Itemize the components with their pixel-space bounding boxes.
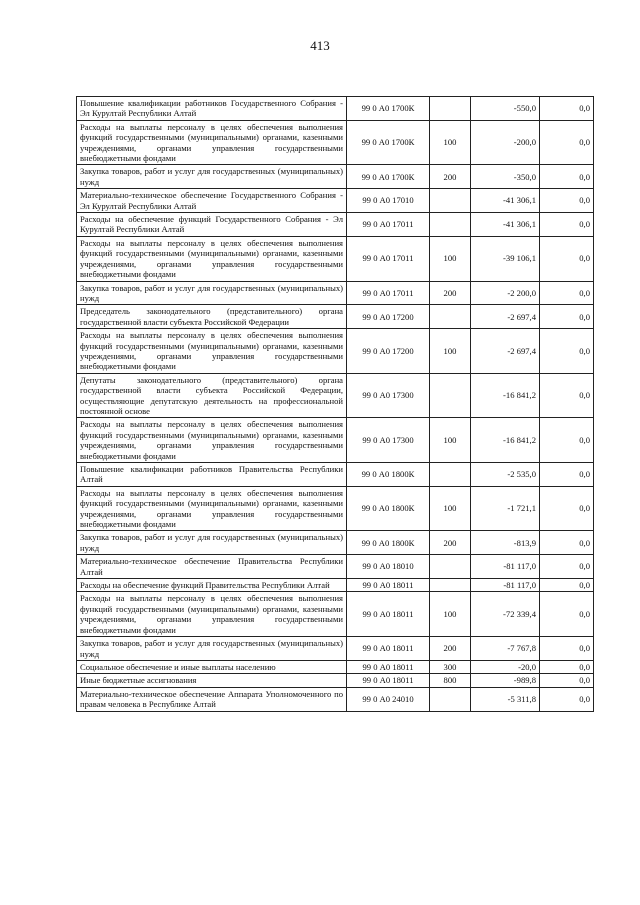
- row-name-cell: Расходы на обеспечение функций Государственного Собрания - Эл Курултай Республики Алтай: [77, 213, 347, 237]
- row-code-cell: 99 0 А0 18011: [347, 637, 430, 661]
- row-code-cell: 99 0 А0 17011: [347, 281, 430, 305]
- row-code-cell: 99 0 А0 18011: [347, 660, 430, 673]
- row-amount-next-cell: 0,0: [540, 189, 594, 213]
- row-name-cell: Материально-техническое обеспечение Государственного Собрания - Эл Курултай Республики Алтай: [77, 189, 347, 213]
- row-amount-next-cell: 0,0: [540, 660, 594, 673]
- table-row: [77, 165, 594, 189]
- row-amount-next-cell: 0,0: [540, 213, 594, 237]
- row-amount-cell: -550,0: [471, 97, 540, 121]
- row-name-cell: Расходы на выплаты персоналу в целях обеспечения выполнения функций государственными (муниципальными) органами, казенными учреждениями, органами управления государственными внебюджетными фондами: [77, 418, 347, 463]
- row-amount-cell: -813,9: [471, 531, 540, 555]
- table-row: [77, 329, 594, 374]
- table-row: [77, 236, 594, 281]
- row-expense-type-cell: [430, 687, 471, 711]
- row-name-cell: Иные бюджетные ассигнования: [77, 674, 347, 687]
- row-code-cell: 99 0 А0 18011: [347, 592, 430, 637]
- table-row: [77, 674, 594, 687]
- table-row: [77, 97, 594, 121]
- row-amount-next-cell: 0,0: [540, 97, 594, 121]
- row-name-cell: Материально-техническое обеспечение Правительства Республики Алтай: [77, 555, 347, 579]
- budget-table: [76, 96, 594, 712]
- row-name-cell: Депутаты законодательного (представительного) органа государственной власти субъекта Российской Федерации, осуществляющие депутатскую деятельность на профессиональной постоянной основе: [77, 373, 347, 418]
- row-name-cell: Материально-техническое обеспечение Аппарата Уполномоченного по правам человека в Республике Алтай: [77, 687, 347, 711]
- row-expense-type-cell: 100: [430, 418, 471, 463]
- row-name-cell: Расходы на обеспечение функций Правительства Республики Алтай: [77, 579, 347, 592]
- row-amount-cell: -41 306,1: [471, 189, 540, 213]
- row-name-cell: Социальное обеспечение и иные выплаты населению: [77, 660, 347, 673]
- row-amount-cell: -5 311,8: [471, 687, 540, 711]
- row-code-cell: 99 0 А0 1800К: [347, 486, 430, 531]
- row-expense-type-cell: [430, 579, 471, 592]
- row-name-cell: Закупка товаров, работ и услуг для государственных (муниципальных) нужд: [77, 165, 347, 189]
- row-amount-next-cell: 0,0: [540, 637, 594, 661]
- row-amount-next-cell: 0,0: [540, 305, 594, 329]
- table-row: [77, 281, 594, 305]
- row-amount-cell: -2 535,0: [471, 463, 540, 487]
- row-name-cell: Закупка товаров, работ и услуг для государственных (муниципальных) нужд: [77, 531, 347, 555]
- row-amount-cell: -81 117,0: [471, 579, 540, 592]
- table-row: [77, 555, 594, 579]
- row-amount-cell: -350,0: [471, 165, 540, 189]
- row-amount-next-cell: 0,0: [540, 579, 594, 592]
- table-row: [77, 486, 594, 531]
- row-amount-next-cell: 0,0: [540, 674, 594, 687]
- row-name-cell: Расходы на выплаты персоналу в целях обеспечения выполнения функций государственными (муниципальными) органами, казенными учреждениями, органами управления государственными внебюджетными фондами: [77, 236, 347, 281]
- row-amount-cell: -2 697,4: [471, 305, 540, 329]
- row-amount-cell: -16 841,2: [471, 418, 540, 463]
- row-expense-type-cell: 200: [430, 281, 471, 305]
- row-name-cell: Закупка товаров, работ и услуг для государственных (муниципальных) нужд: [77, 281, 347, 305]
- row-amount-next-cell: 0,0: [540, 373, 594, 418]
- row-amount-cell: -72 339,4: [471, 592, 540, 637]
- row-code-cell: 99 0 А0 18011: [347, 579, 430, 592]
- row-expense-type-cell: [430, 555, 471, 579]
- page-number: 413: [310, 38, 330, 53]
- row-expense-type-cell: [430, 97, 471, 121]
- row-expense-type-cell: 200: [430, 637, 471, 661]
- row-amount-next-cell: 0,0: [540, 531, 594, 555]
- row-amount-next-cell: 0,0: [540, 120, 594, 165]
- row-amount-cell: -7 767,8: [471, 637, 540, 661]
- row-amount-cell: -39 106,1: [471, 236, 540, 281]
- table-row: [77, 305, 594, 329]
- row-name-cell: Расходы на выплаты персоналу в целях обеспечения выполнения функций государственными (муниципальными) органами, казенными учреждениями, органами управления государственными внебюджетными фондами: [77, 486, 347, 531]
- row-expense-type-cell: [430, 213, 471, 237]
- table-row: [77, 120, 594, 165]
- row-amount-cell: -81 117,0: [471, 555, 540, 579]
- row-code-cell: 99 0 А0 1700К: [347, 97, 430, 121]
- table-row: [77, 660, 594, 673]
- table-row: [77, 463, 594, 487]
- row-code-cell: 99 0 А0 24010: [347, 687, 430, 711]
- row-expense-type-cell: [430, 305, 471, 329]
- row-amount-next-cell: 0,0: [540, 555, 594, 579]
- row-expense-type-cell: 100: [430, 329, 471, 374]
- row-amount-next-cell: 0,0: [540, 329, 594, 374]
- row-code-cell: 99 0 А0 17300: [347, 373, 430, 418]
- table-row: [77, 579, 594, 592]
- table-row: [77, 637, 594, 661]
- row-code-cell: 99 0 А0 17010: [347, 189, 430, 213]
- table-row: [77, 418, 594, 463]
- row-code-cell: 99 0 А0 17200: [347, 329, 430, 374]
- row-code-cell: 99 0 А0 18010: [347, 555, 430, 579]
- table-row: [77, 189, 594, 213]
- table-row: [77, 373, 594, 418]
- row-amount-cell: -989,8: [471, 674, 540, 687]
- row-code-cell: 99 0 А0 1800К: [347, 531, 430, 555]
- budget-table-body: [77, 97, 594, 712]
- row-code-cell: 99 0 А0 17200: [347, 305, 430, 329]
- row-expense-type-cell: 100: [430, 592, 471, 637]
- row-name-cell: Расходы на выплаты персоналу в целях обеспечения выполнения функций государственными (муниципальными) органами, казенными учреждениями, органами управления государственными внебюджетными фондами: [77, 120, 347, 165]
- row-code-cell: 99 0 А0 1800К: [347, 463, 430, 487]
- row-amount-next-cell: 0,0: [540, 165, 594, 189]
- row-amount-cell: -200,0: [471, 120, 540, 165]
- row-name-cell: Повышение квалификации работников Правительства Республики Алтай: [77, 463, 347, 487]
- row-name-cell: Расходы на выплаты персоналу в целях обеспечения выполнения функций государственными (муниципальными) органами, казенными учреждениями, органами управления государственными внебюджетными фондами: [77, 329, 347, 374]
- row-name-cell: Председатель законодательного (представительного) органа государственной власти субъекта Российской Федерации: [77, 305, 347, 329]
- row-code-cell: 99 0 А0 18011: [347, 674, 430, 687]
- table-row: [77, 592, 594, 637]
- row-expense-type-cell: [430, 463, 471, 487]
- row-amount-next-cell: 0,0: [540, 687, 594, 711]
- row-amount-next-cell: 0,0: [540, 486, 594, 531]
- row-expense-type-cell: 200: [430, 531, 471, 555]
- table-row: [77, 531, 594, 555]
- table-row: [77, 687, 594, 711]
- row-expense-type-cell: 300: [430, 660, 471, 673]
- row-name-cell: Закупка товаров, работ и услуг для государственных (муниципальных) нужд: [77, 637, 347, 661]
- row-expense-type-cell: [430, 189, 471, 213]
- row-code-cell: 99 0 А0 17011: [347, 213, 430, 237]
- row-expense-type-cell: 200: [430, 165, 471, 189]
- row-amount-cell: -2 697,4: [471, 329, 540, 374]
- row-amount-cell: -1 721,1: [471, 486, 540, 531]
- row-amount-cell: -2 200,0: [471, 281, 540, 305]
- row-amount-cell: -16 841,2: [471, 373, 540, 418]
- row-amount-next-cell: 0,0: [540, 592, 594, 637]
- row-amount-next-cell: 0,0: [540, 236, 594, 281]
- table-row: [77, 213, 594, 237]
- row-amount-next-cell: 0,0: [540, 463, 594, 487]
- row-amount-next-cell: 0,0: [540, 281, 594, 305]
- row-expense-type-cell: 100: [430, 236, 471, 281]
- row-name-cell: Повышение квалификации работников Государственного Собрания - Эл Курултай Республики Алтай: [77, 97, 347, 121]
- row-expense-type-cell: 800: [430, 674, 471, 687]
- row-amount-cell: -20,0: [471, 660, 540, 673]
- row-amount-next-cell: 0,0: [540, 418, 594, 463]
- row-name-cell: Расходы на выплаты персоналу в целях обеспечения выполнения функций государственными (муниципальными) органами, казенными учреждениями, органами управления государственными внебюджетными фондами: [77, 592, 347, 637]
- row-code-cell: 99 0 А0 1700К: [347, 120, 430, 165]
- row-expense-type-cell: 100: [430, 486, 471, 531]
- row-code-cell: 99 0 А0 17300: [347, 418, 430, 463]
- row-amount-cell: -41 306,1: [471, 213, 540, 237]
- row-code-cell: 99 0 А0 17011: [347, 236, 430, 281]
- row-expense-type-cell: [430, 373, 471, 418]
- row-expense-type-cell: 100: [430, 120, 471, 165]
- row-code-cell: 99 0 А0 1700К: [347, 165, 430, 189]
